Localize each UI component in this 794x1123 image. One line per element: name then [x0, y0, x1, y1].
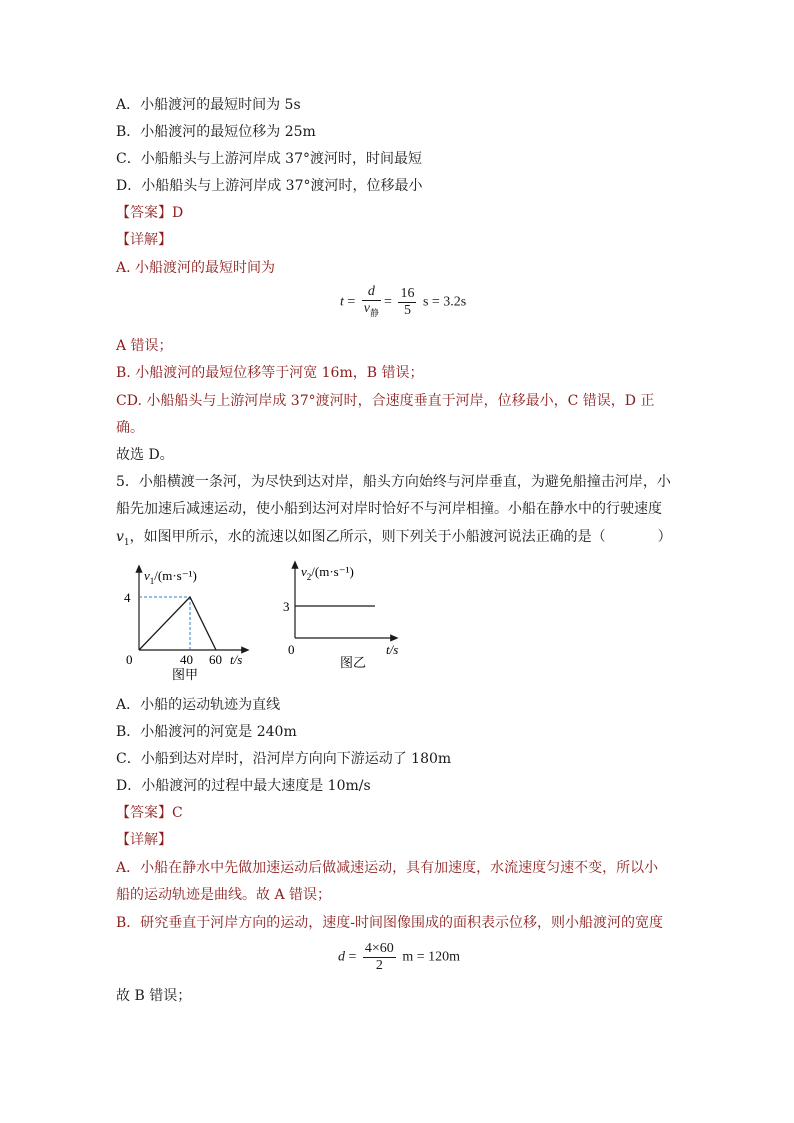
- origin-label: 0: [126, 652, 133, 667]
- x-tick-60: 60: [209, 652, 222, 667]
- x-axis-label: t/s: [230, 652, 243, 667]
- y-tick-3: 3: [283, 599, 290, 614]
- q5-option-a: A．小船的运动轨迹为直线: [116, 697, 281, 713]
- y-axis-label: $v_2/(m\cdot s^{-1})$: [301, 564, 354, 582]
- q5-option-c: C．小船到达对岸时，沿河岸方向向下游运动了 180m: [116, 751, 452, 767]
- caption-yi: 图乙: [340, 655, 367, 670]
- origin-label: 0: [288, 642, 295, 657]
- q4-option-d: D．小船船头与上游河岸成 37°渡河时，位移最小: [116, 178, 423, 194]
- q5-option-b: B．小船渡河的河宽是 240m: [116, 724, 297, 740]
- caption-jia: 图甲: [172, 667, 199, 682]
- q5-answer: 【答案】C: [116, 805, 183, 821]
- q5-detail-title: 【详解】: [116, 832, 172, 848]
- q4-answer: 【答案】D: [116, 205, 184, 221]
- q4-option-c: C．小船船头与上游河岸成 37°渡河时，时间最短: [116, 151, 422, 167]
- q5-stem-line1: 5．小船横渡一条河，为尽快到达对岸，船头方向始终与河岸垂直，为避免船撞击河岸，小: [116, 474, 671, 490]
- q5-explanation-a-line2: 船的运动轨迹是曲线。故 A 错误；: [116, 887, 332, 903]
- q4-explanation-b: B. 小船渡河的最短位移等于河宽 16m，B 错误；: [116, 365, 424, 381]
- x-tick-40: 40: [180, 652, 193, 667]
- q5-equation-width: d = $\frac{4\times 60}{2}$ m = 120m: [338, 941, 460, 973]
- q4-detail-title: 【详解】: [116, 232, 172, 248]
- q4-choose: 故选 D。: [116, 447, 174, 463]
- v1-line: [139, 597, 216, 650]
- q4-explanation-a: A. 小船渡河的最短时间为: [116, 260, 276, 276]
- q4-explanation-cd-line1: CD. 小船船头与上游河岸成 37°渡河时，合速度垂直于河岸，位移最小，C 错误，D 正: [116, 393, 655, 409]
- q4-a-wrong: A 错误；: [116, 338, 173, 354]
- q5-explanation-b-line1: B．研究垂直于河岸方向的运动，速度-时间图像围成的面积表示位移，则小船渡河的宽度: [116, 915, 664, 931]
- q4-option-a: A．小船渡河的最短时间为 5s: [116, 97, 301, 113]
- graph-yi: [280, 558, 410, 673]
- q5-b-wrong: 故 B 错误；: [116, 988, 192, 1004]
- q4-equation-min-time: t = $\frac{d}{v_静}$ = $\frac{16}{5}$ s = 3.2s: [340, 284, 467, 318]
- x-axis-label: t/s: [386, 642, 399, 657]
- q4-option-b: B．小船渡河的最短位移为 25m: [116, 124, 316, 140]
- q5-stem-line3: $v_1$，如图甲所示，水的流速以如图乙所示，则下列关于小船渡河说法正确的是（ ）: [116, 529, 672, 548]
- graph-jia: [118, 560, 278, 685]
- y-tick-4: 4: [124, 590, 131, 605]
- q5-stem-line2: 船先加速后减速运动，使小船到达河对岸时恰好不与河岸相撞。小船在静水中的行驶速度: [116, 501, 662, 517]
- q5-option-d: D．小船渡河的过程中最大速度是 10m/s: [116, 778, 371, 794]
- q5-explanation-a-line1: A．小船在静水中先做加速运动后做减速运动，具有加速度，水流速度匀速不变，所以小: [116, 860, 659, 876]
- y-axis-label: $v_1/(m\cdot s^{-1})$: [144, 568, 197, 586]
- q4-explanation-cd-line2: 确。: [116, 420, 144, 436]
